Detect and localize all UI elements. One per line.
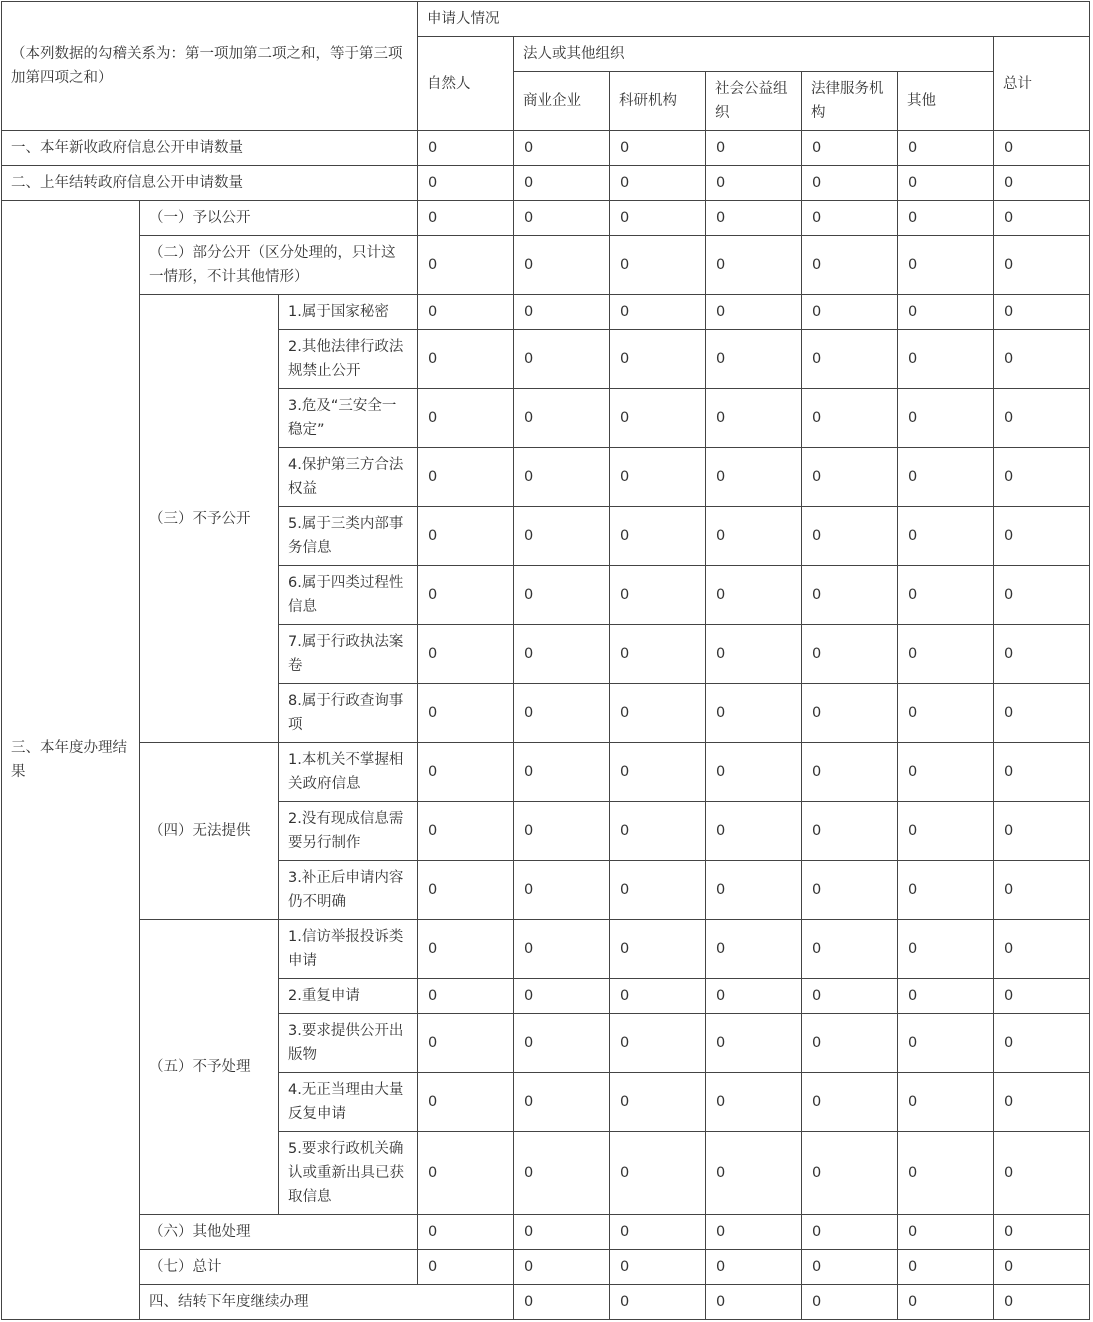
value-cell: 0: [994, 448, 1090, 507]
value-cell: 0: [994, 1073, 1090, 1132]
table-row: [2, 166, 1090, 201]
total-header: 总计: [994, 37, 1090, 131]
value-cell: 0: [994, 330, 1090, 389]
row-label: （一）予以公开: [140, 201, 418, 236]
value-cell: 0: [802, 201, 898, 236]
value-cell: 0: [706, 1215, 802, 1250]
row-label: （二）部分公开（区分处理的，只计这一情形，不计其他情形）: [140, 236, 418, 295]
table-row: [2, 236, 1090, 295]
value-cell: 0: [514, 1014, 610, 1073]
value-cell: 0: [898, 979, 994, 1014]
value-cell: 0: [994, 1215, 1090, 1250]
value-cell: 0: [994, 295, 1090, 330]
table-row: [2, 295, 1090, 330]
value-cell: 0: [418, 131, 514, 166]
value-cell: 0: [706, 861, 802, 920]
value-cell: 0: [994, 1132, 1090, 1215]
value-cell: 0: [610, 743, 706, 802]
item-label: 1.信访举报投诉类申请: [279, 920, 418, 979]
row-label: 一、本年新收政府信息公开申请数量: [2, 131, 418, 166]
value-cell: 0: [994, 979, 1090, 1014]
value-cell: 0: [418, 625, 514, 684]
legal-type-header: 法律服务机构: [802, 72, 898, 131]
value-cell: 0: [802, 1285, 898, 1320]
value-cell: 0: [610, 1285, 706, 1320]
table-row: [2, 1250, 1090, 1285]
item-label: 1.本机关不掌握相关政府信息: [279, 743, 418, 802]
value-cell: 0: [802, 920, 898, 979]
item-label: 2.没有现成信息需要另行制作: [279, 802, 418, 861]
value-cell: 0: [994, 1014, 1090, 1073]
value-cell: 0: [898, 201, 994, 236]
table-note: （本列数据的勾稽关系为：第一项加第二项之和，等于第三项加第四项之和）: [2, 2, 418, 131]
value-cell: 0: [514, 1073, 610, 1132]
value-cell: 0: [418, 802, 514, 861]
value-cell: 0: [610, 920, 706, 979]
value-cell: 0: [994, 201, 1090, 236]
value-cell: 0: [514, 295, 610, 330]
value-cell: 0: [706, 236, 802, 295]
value-cell: 0: [418, 861, 514, 920]
value-cell: 0: [514, 1132, 610, 1215]
value-cell: 0: [706, 979, 802, 1014]
value-cell: 0: [610, 979, 706, 1014]
item-label: 5.属于三类内部事务信息: [279, 507, 418, 566]
government-info-disclosure-table: [1, 1, 1090, 1320]
value-cell: 0: [610, 236, 706, 295]
value-cell: 0: [898, 1132, 994, 1215]
value-cell: 0: [418, 166, 514, 201]
group-label: （四）无法提供: [140, 743, 279, 920]
value-cell: 0: [706, 131, 802, 166]
value-cell: 0: [514, 507, 610, 566]
value-cell: 0: [898, 507, 994, 566]
value-cell: 0: [610, 295, 706, 330]
value-cell: 0: [898, 1073, 994, 1132]
value-cell: 0: [418, 743, 514, 802]
item-label: 6.属于四类过程性信息: [279, 566, 418, 625]
legal-type-header: 商业企业: [514, 72, 610, 131]
value-cell: 0: [706, 625, 802, 684]
value-cell: 0: [802, 236, 898, 295]
value-cell: 0: [418, 566, 514, 625]
value-cell: 0: [418, 684, 514, 743]
row-label: （六）其他处理: [140, 1215, 418, 1250]
value-cell: 0: [898, 448, 994, 507]
value-cell: 0: [418, 1073, 514, 1132]
value-cell: 0: [514, 1215, 610, 1250]
row-label: 二、上年结转政府信息公开申请数量: [2, 166, 418, 201]
item-label: 1.属于国家秘密: [279, 295, 418, 330]
value-cell: 0: [994, 625, 1090, 684]
value-cell: 0: [610, 625, 706, 684]
value-cell: 0: [898, 1215, 994, 1250]
value-cell: 0: [706, 507, 802, 566]
legal-type-header: 其他: [898, 72, 994, 131]
table-row: [2, 1285, 1090, 1320]
value-cell: 0: [514, 131, 610, 166]
natural-person-header: 自然人: [418, 37, 514, 131]
value-cell: 0: [610, 802, 706, 861]
table-row: [2, 743, 1090, 802]
value-cell: 0: [802, 979, 898, 1014]
value-cell: 0: [802, 743, 898, 802]
value-cell: 0: [514, 625, 610, 684]
value-cell: 0: [994, 389, 1090, 448]
value-cell: 0: [514, 861, 610, 920]
value-cell: 0: [514, 236, 610, 295]
value-cell: 0: [802, 625, 898, 684]
value-cell: 0: [802, 330, 898, 389]
value-cell: 0: [898, 1285, 994, 1320]
value-cell: 0: [610, 507, 706, 566]
value-cell: 0: [610, 448, 706, 507]
value-cell: 0: [610, 1014, 706, 1073]
value-cell: 0: [994, 566, 1090, 625]
value-cell: 0: [706, 389, 802, 448]
value-cell: 0: [418, 1014, 514, 1073]
item-label: 5.要求行政机关确认或重新出具已获取信息: [279, 1132, 418, 1215]
item-label: 4.保护第三方合法权益: [279, 448, 418, 507]
value-cell: 0: [802, 684, 898, 743]
value-cell: 0: [994, 861, 1090, 920]
value-cell: 0: [418, 979, 514, 1014]
value-cell: 0: [514, 330, 610, 389]
value-cell: 0: [610, 166, 706, 201]
group-label: （三）不予公开: [140, 295, 279, 743]
value-cell: 0: [610, 861, 706, 920]
value-cell: 0: [706, 743, 802, 802]
value-cell: 0: [898, 166, 994, 201]
value-cell: 0: [802, 861, 898, 920]
value-cell: 0: [514, 802, 610, 861]
value-cell: 0: [706, 330, 802, 389]
value-cell: 0: [610, 131, 706, 166]
value-cell: 0: [994, 1250, 1090, 1285]
value-cell: 0: [802, 802, 898, 861]
table-row: [2, 131, 1090, 166]
value-cell: 0: [994, 743, 1090, 802]
value-cell: 0: [898, 330, 994, 389]
legal-type-header: 科研机构: [610, 72, 706, 131]
value-cell: 0: [418, 448, 514, 507]
value-cell: 0: [418, 1132, 514, 1215]
value-cell: 0: [706, 1073, 802, 1132]
value-cell: 0: [514, 389, 610, 448]
row-label: （七）总计: [140, 1250, 418, 1285]
value-cell: 0: [514, 566, 610, 625]
value-cell: 0: [706, 684, 802, 743]
value-cell: 0: [706, 201, 802, 236]
value-cell: 0: [802, 448, 898, 507]
value-cell: 0: [706, 295, 802, 330]
row-label: 四、结转下年度继续办理: [140, 1285, 514, 1320]
value-cell: 0: [898, 684, 994, 743]
value-cell: 0: [610, 684, 706, 743]
table-row: [2, 1215, 1090, 1250]
group-label: （五）不予处理: [140, 920, 279, 1215]
value-cell: 0: [706, 448, 802, 507]
value-cell: 0: [514, 448, 610, 507]
value-cell: 0: [706, 1014, 802, 1073]
value-cell: 0: [514, 1285, 610, 1320]
value-cell: 0: [418, 295, 514, 330]
value-cell: 0: [898, 131, 994, 166]
item-label: 2.其他法律行政法规禁止公开: [279, 330, 418, 389]
value-cell: 0: [706, 1285, 802, 1320]
value-cell: 0: [802, 295, 898, 330]
value-cell: 0: [898, 802, 994, 861]
value-cell: 0: [802, 1132, 898, 1215]
value-cell: 0: [706, 1250, 802, 1285]
value-cell: 0: [610, 1132, 706, 1215]
value-cell: 0: [994, 802, 1090, 861]
value-cell: 0: [802, 389, 898, 448]
value-cell: 0: [802, 1250, 898, 1285]
value-cell: 0: [418, 389, 514, 448]
item-label: 7.属于行政执法案卷: [279, 625, 418, 684]
item-label: 3.补正后申请内容仍不明确: [279, 861, 418, 920]
value-cell: 0: [898, 861, 994, 920]
value-cell: 0: [418, 330, 514, 389]
table-row: [2, 201, 1090, 236]
value-cell: 0: [610, 1073, 706, 1132]
value-cell: 0: [610, 1250, 706, 1285]
value-cell: 0: [994, 166, 1090, 201]
value-cell: 0: [706, 802, 802, 861]
value-cell: 0: [514, 1250, 610, 1285]
value-cell: 0: [514, 201, 610, 236]
value-cell: 0: [418, 1215, 514, 1250]
value-cell: 0: [418, 507, 514, 566]
value-cell: 0: [994, 131, 1090, 166]
value-cell: 0: [802, 1014, 898, 1073]
value-cell: 0: [802, 1073, 898, 1132]
item-label: 4.无正当理由大量反复申请: [279, 1073, 418, 1132]
value-cell: 0: [418, 236, 514, 295]
value-cell: 0: [802, 566, 898, 625]
value-cell: 0: [898, 295, 994, 330]
value-cell: 0: [898, 566, 994, 625]
item-label: 2.重复申请: [279, 979, 418, 1014]
value-cell: 0: [610, 201, 706, 236]
value-cell: 0: [514, 743, 610, 802]
value-cell: 0: [610, 1215, 706, 1250]
item-label: 8.属于行政查询事项: [279, 684, 418, 743]
table-row: [2, 920, 1090, 979]
value-cell: 0: [994, 684, 1090, 743]
value-cell: 0: [994, 507, 1090, 566]
item-label: 3.危及“三安全一稳定”: [279, 389, 418, 448]
value-cell: 0: [994, 920, 1090, 979]
value-cell: 0: [418, 201, 514, 236]
value-cell: 0: [802, 1215, 898, 1250]
value-cell: 0: [898, 920, 994, 979]
value-cell: 0: [898, 1014, 994, 1073]
value-cell: 0: [610, 389, 706, 448]
section-label: 三、本年度办理结果: [2, 201, 140, 1320]
value-cell: 0: [514, 920, 610, 979]
value-cell: 0: [994, 236, 1090, 295]
applicant-header: 申请人情况: [418, 2, 1090, 37]
value-cell: 0: [898, 1250, 994, 1285]
value-cell: 0: [802, 507, 898, 566]
item-label: 3.要求提供公开出版物: [279, 1014, 418, 1073]
value-cell: 0: [898, 389, 994, 448]
value-cell: 0: [610, 566, 706, 625]
value-cell: 0: [994, 1285, 1090, 1320]
value-cell: 0: [802, 166, 898, 201]
legal-type-header: 社会公益组织: [706, 72, 802, 131]
value-cell: 0: [514, 979, 610, 1014]
value-cell: 0: [706, 920, 802, 979]
value-cell: 0: [514, 166, 610, 201]
value-cell: 0: [418, 920, 514, 979]
value-cell: 0: [418, 1250, 514, 1285]
value-cell: 0: [898, 625, 994, 684]
value-cell: 0: [706, 1132, 802, 1215]
value-cell: 0: [706, 566, 802, 625]
value-cell: 0: [802, 131, 898, 166]
value-cell: 0: [610, 330, 706, 389]
value-cell: 0: [898, 743, 994, 802]
legal-org-header: 法人或其他组织: [514, 37, 994, 72]
value-cell: 0: [898, 236, 994, 295]
value-cell: 0: [706, 166, 802, 201]
value-cell: 0: [514, 684, 610, 743]
